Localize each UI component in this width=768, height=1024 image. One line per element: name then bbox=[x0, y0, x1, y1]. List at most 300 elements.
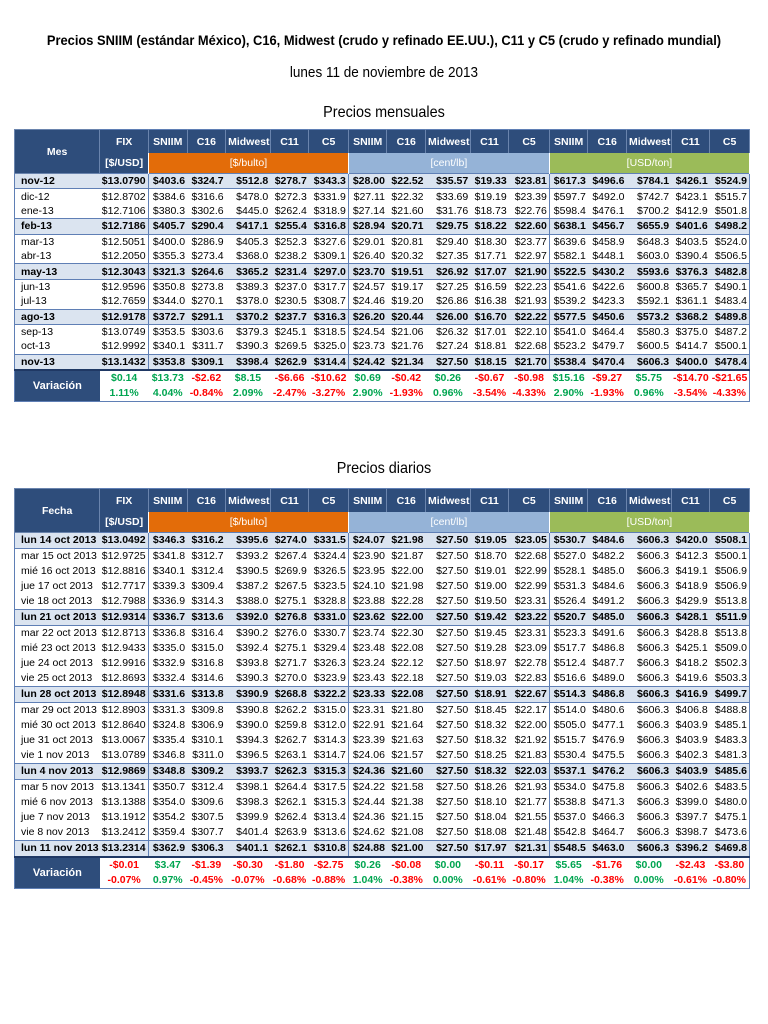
table-cell: $12.7186 bbox=[100, 219, 149, 234]
table-cell: $420.0 bbox=[671, 533, 710, 549]
monthly-header-row bbox=[15, 130, 750, 154]
table-cell: $524.0 bbox=[714, 235, 747, 248]
table-cell: $19.28 bbox=[474, 642, 507, 655]
table-cell: $262.1 bbox=[270, 841, 309, 858]
table-cell: $24.22 bbox=[348, 780, 387, 796]
table-cell: $485.6 bbox=[710, 764, 750, 780]
row-label: vie 25 oct 2013 bbox=[21, 672, 93, 685]
table-cell: $21.70 bbox=[509, 354, 550, 370]
table-cell: $262.4 bbox=[274, 811, 307, 824]
table-cell: $263.9 bbox=[274, 826, 307, 839]
table-cell: $290.4 bbox=[187, 219, 226, 234]
table-cell: $387.2 bbox=[236, 580, 269, 593]
table-cell: $303.6 bbox=[191, 326, 224, 339]
table-cell: $606.3 bbox=[637, 627, 670, 640]
table-cell: $12.9596 bbox=[101, 280, 146, 293]
table-cell: $514.0 bbox=[549, 703, 588, 719]
table-cell: $27.25 bbox=[436, 280, 469, 293]
column-header: C11 bbox=[270, 489, 309, 513]
table-cell: $331.0 bbox=[309, 610, 349, 626]
table-cell: $538.4 bbox=[549, 354, 588, 370]
table-cell: $27.50 bbox=[436, 642, 469, 655]
table-cell: $19.00 bbox=[474, 580, 507, 593]
table-cell: $390.5 bbox=[236, 565, 269, 578]
table-cell: $477.1 bbox=[592, 719, 625, 732]
table-cell: $398.4 bbox=[226, 354, 271, 370]
table-cell: $19.33 bbox=[470, 174, 509, 189]
table-cell: $12.8693 bbox=[101, 672, 146, 685]
variation-abs-cell: -$2.75 bbox=[309, 857, 349, 873]
table-row bbox=[15, 780, 750, 796]
table-cell: $24.62 bbox=[348, 825, 387, 841]
table-cell: $19.45 bbox=[474, 627, 507, 640]
table-cell: $23.31 bbox=[514, 627, 547, 640]
table-cell: $393.2 bbox=[236, 550, 269, 563]
table-cell: $310.8 bbox=[309, 841, 349, 858]
column-header: FIX bbox=[100, 489, 149, 513]
table-cell: $331.6 bbox=[148, 687, 187, 703]
variation-abs-cell: $5.75 bbox=[626, 370, 671, 386]
table-cell: $272.3 bbox=[274, 190, 307, 203]
table-row bbox=[15, 174, 750, 189]
variation-pct-cell: 0.96% bbox=[633, 387, 664, 400]
table-cell: $21.63 bbox=[391, 734, 424, 747]
table-cell: $230.5 bbox=[274, 295, 307, 308]
table-cell: $17.71 bbox=[474, 250, 507, 263]
table-cell: $483.3 bbox=[714, 734, 747, 747]
table-cell: $313.6 bbox=[313, 826, 346, 839]
variation-pct-cell: 2.90% bbox=[553, 387, 584, 400]
table-cell: $22.28 bbox=[391, 595, 424, 608]
daily-header-row bbox=[15, 489, 750, 513]
table-cell: $394.3 bbox=[236, 734, 269, 747]
table-cell: $22.78 bbox=[514, 657, 547, 670]
row-label: mié 6 nov 2013 bbox=[21, 796, 93, 809]
table-cell: $406.8 bbox=[675, 704, 708, 717]
table-cell: $21.87 bbox=[391, 550, 424, 563]
table-cell: $606.3 bbox=[637, 672, 670, 685]
row-label: jue 17 oct 2013 bbox=[21, 580, 93, 593]
table-cell: $12.8713 bbox=[101, 627, 146, 640]
table-cell: $259.8 bbox=[274, 719, 307, 732]
variation-abs-cell: $5.65 bbox=[549, 857, 588, 873]
table-cell: $606.3 bbox=[626, 687, 671, 703]
table-cell: $27.50 bbox=[436, 704, 469, 717]
table-cell: $389.3 bbox=[236, 280, 269, 293]
table-cell: $331.3 bbox=[148, 703, 187, 719]
variation-pct-cell: -1.93% bbox=[389, 387, 423, 400]
table-cell: $231.4 bbox=[270, 264, 309, 279]
table-cell: $24.10 bbox=[348, 579, 387, 594]
table-cell: $390.2 bbox=[236, 627, 269, 640]
table-row bbox=[15, 354, 750, 370]
table-cell: $600.8 bbox=[637, 280, 670, 293]
table-cell: $27.50 bbox=[436, 781, 469, 794]
table-cell: $784.1 bbox=[626, 174, 671, 189]
table-cell: $269.9 bbox=[274, 565, 307, 578]
table-cell: $475.1 bbox=[714, 811, 747, 824]
column-header: SNIIM bbox=[348, 130, 387, 154]
row-label: lun 28 oct 2013 bbox=[15, 687, 100, 703]
table-cell: $418.9 bbox=[675, 580, 708, 593]
table-row bbox=[15, 564, 750, 579]
variation-pct-cell: 0.00% bbox=[633, 874, 664, 886]
table-cell: $393.7 bbox=[226, 764, 271, 780]
table-cell: $524.9 bbox=[710, 174, 750, 189]
table-row bbox=[15, 718, 750, 733]
table-cell: $401.1 bbox=[226, 841, 271, 858]
table-cell: $27.50 bbox=[426, 610, 471, 626]
table-cell: $12.9314 bbox=[100, 610, 149, 626]
table-cell: $350.8 bbox=[148, 279, 187, 294]
table-cell: $27.50 bbox=[436, 595, 469, 608]
table-cell: $606.3 bbox=[637, 580, 670, 593]
table-cell: $742.7 bbox=[637, 190, 670, 203]
table-row bbox=[15, 324, 750, 339]
table-cell: $418.2 bbox=[675, 657, 708, 670]
table-cell: $19.50 bbox=[474, 595, 507, 608]
table-cell: $22.97 bbox=[514, 250, 547, 263]
table-cell: $27.50 bbox=[436, 580, 469, 593]
daily-rows bbox=[15, 533, 750, 858]
variation-abs-cell: -$14.70 bbox=[673, 372, 709, 385]
table-cell: $33.69 bbox=[436, 190, 469, 203]
table-cell: $593.6 bbox=[626, 264, 671, 279]
table-cell: $512.4 bbox=[549, 656, 588, 671]
monthly-rows bbox=[15, 174, 750, 371]
variation-abs-cell: $8.15 bbox=[226, 370, 271, 386]
table-cell: $22.91 bbox=[348, 718, 387, 733]
table-cell: $397.7 bbox=[675, 811, 708, 824]
table-cell: $331.5 bbox=[309, 533, 349, 549]
row-label: jue 24 oct 2013 bbox=[21, 657, 93, 670]
table-cell: $399.9 bbox=[236, 811, 269, 824]
table-cell: $600.5 bbox=[637, 340, 670, 353]
variation-pct-cell: 0.97% bbox=[152, 874, 183, 886]
table-cell: $21.15 bbox=[391, 811, 424, 824]
variation-pct-cell: -4.33% bbox=[512, 387, 546, 400]
table-cell: $326.5 bbox=[313, 565, 346, 578]
row-label: jue 7 nov 2013 bbox=[21, 811, 90, 824]
table-cell: $22.12 bbox=[391, 657, 424, 670]
table-cell: $500.1 bbox=[714, 340, 747, 353]
table-cell: $498.2 bbox=[710, 219, 750, 234]
variation-label: Variación bbox=[15, 370, 100, 402]
table-cell: $21.83 bbox=[514, 749, 547, 762]
table-cell: $505.0 bbox=[549, 718, 588, 733]
table-row bbox=[15, 279, 750, 294]
table-cell: $405.7 bbox=[148, 219, 187, 234]
unit-label: [$/USD] bbox=[100, 153, 149, 174]
table-cell: $526.4 bbox=[549, 594, 588, 610]
variation-pct-cell: 1.11% bbox=[109, 387, 139, 400]
table-cell: $606.3 bbox=[626, 764, 671, 780]
table-cell: $314.7 bbox=[313, 749, 346, 762]
table-cell: $396.2 bbox=[671, 841, 710, 858]
unit-label: [$/bulto] bbox=[148, 153, 348, 174]
table-cell: $21.92 bbox=[514, 734, 547, 747]
variation-pct-cell: 2.09% bbox=[233, 387, 263, 400]
table-cell: $312.7 bbox=[191, 550, 224, 563]
table-cell: $237.0 bbox=[274, 280, 307, 293]
table-cell: $419.1 bbox=[675, 565, 708, 578]
column-header: C11 bbox=[270, 130, 309, 154]
table-cell: $486.8 bbox=[592, 642, 625, 655]
table-cell: $21.57 bbox=[391, 749, 424, 762]
table-cell: $273.4 bbox=[191, 250, 224, 263]
row-label: mar 29 oct 2013 bbox=[21, 704, 97, 717]
table-row bbox=[15, 579, 750, 594]
table-cell: $16.70 bbox=[470, 309, 509, 324]
table-cell: $22.03 bbox=[509, 764, 550, 780]
variation-abs-cell: $0.14 bbox=[100, 370, 149, 386]
table-cell: $27.50 bbox=[426, 841, 471, 858]
table-cell: $403.9 bbox=[675, 734, 708, 747]
table-row bbox=[15, 764, 750, 780]
variation-abs-cell: -$2.62 bbox=[187, 370, 226, 386]
table-cell: $487.2 bbox=[714, 326, 747, 339]
table-cell: $21.08 bbox=[391, 826, 424, 839]
table-cell: $523.3 bbox=[549, 626, 588, 642]
table-cell: $395.6 bbox=[226, 533, 271, 549]
table-row bbox=[15, 249, 750, 264]
column-header: SNIIM bbox=[148, 489, 187, 513]
variation-pct-cell: 0.96% bbox=[432, 387, 463, 400]
variation-abs-cell: $0.26 bbox=[348, 857, 387, 873]
table-cell: $23.22 bbox=[509, 610, 550, 626]
table-cell: $22.00 bbox=[387, 610, 426, 626]
table-cell: $27.50 bbox=[436, 627, 469, 640]
table-cell: $18.26 bbox=[474, 781, 507, 794]
table-cell: $21.38 bbox=[391, 796, 424, 809]
table-cell: $484.6 bbox=[588, 533, 627, 549]
table-cell: $21.60 bbox=[387, 764, 426, 780]
table-cell: $490.1 bbox=[714, 280, 747, 293]
table-cell: $346.3 bbox=[148, 533, 187, 549]
table-cell: $22.99 bbox=[514, 565, 547, 578]
table-cell: $27.50 bbox=[436, 550, 469, 563]
table-cell: $582.1 bbox=[549, 249, 588, 264]
table-cell: $278.7 bbox=[270, 174, 309, 189]
table-cell: $508.1 bbox=[710, 533, 750, 549]
table-cell: $528.1 bbox=[549, 564, 588, 579]
table-cell: $340.1 bbox=[148, 339, 187, 354]
table-cell: $20.32 bbox=[391, 250, 424, 263]
table-cell: $339.3 bbox=[148, 579, 187, 594]
variation-abs-cell: -$1.80 bbox=[270, 857, 309, 873]
table-cell: $273.8 bbox=[191, 280, 224, 293]
table-cell: $606.3 bbox=[626, 533, 671, 549]
table-cell: $23.43 bbox=[348, 671, 387, 687]
column-header: C16 bbox=[387, 489, 426, 513]
column-header: SNIIM bbox=[549, 489, 588, 513]
table-cell: $20.44 bbox=[387, 309, 426, 324]
table-cell: $353.8 bbox=[148, 354, 187, 370]
table-cell: $399.0 bbox=[675, 796, 708, 809]
table-cell: $35.57 bbox=[426, 174, 471, 189]
table-cell: $22.30 bbox=[391, 627, 424, 640]
table-cell: $542.8 bbox=[549, 825, 588, 841]
table-cell: $22.22 bbox=[509, 309, 550, 324]
row-label: mié 16 oct 2013 bbox=[21, 565, 96, 578]
variation-pct-cell: -0.68% bbox=[272, 874, 307, 886]
table-cell: $412.3 bbox=[675, 550, 708, 563]
row-label: mié 30 oct 2013 bbox=[21, 719, 96, 732]
table-cell: $27.14 bbox=[348, 204, 387, 219]
variation-pct-cell: 1.04% bbox=[553, 874, 584, 886]
table-cell: $606.3 bbox=[637, 811, 670, 824]
table-cell: $423.3 bbox=[592, 295, 625, 308]
table-cell: $21.34 bbox=[387, 354, 426, 370]
column-header: Midwest bbox=[626, 130, 671, 154]
daily-section-title: Precios diarios bbox=[336, 460, 432, 477]
table-cell: $384.6 bbox=[148, 189, 187, 204]
table-cell: $12.8640 bbox=[101, 719, 146, 732]
table-cell: $264.4 bbox=[274, 781, 307, 794]
row-label: lun 11 nov 2013 bbox=[15, 841, 100, 858]
table-cell: $24.36 bbox=[348, 764, 387, 780]
column-header: C16 bbox=[187, 130, 226, 154]
table-cell: $403.9 bbox=[675, 719, 708, 732]
table-row bbox=[15, 219, 750, 234]
table-cell: $577.5 bbox=[549, 309, 588, 324]
table-cell: $344.0 bbox=[148, 294, 187, 309]
table-cell: $485.0 bbox=[592, 565, 625, 578]
table-cell: $463.0 bbox=[588, 841, 627, 858]
table-cell: $23.31 bbox=[348, 703, 387, 719]
table-cell: $18.04 bbox=[474, 811, 507, 824]
table-cell: $509.0 bbox=[714, 642, 747, 655]
table-cell: $12.8903 bbox=[101, 704, 146, 717]
table-cell: $328.8 bbox=[313, 595, 346, 608]
table-cell: $317.5 bbox=[313, 781, 346, 794]
table-row bbox=[15, 641, 750, 656]
table-row bbox=[15, 339, 750, 354]
table-cell: $19.17 bbox=[391, 280, 424, 293]
table-cell: $370.2 bbox=[226, 309, 271, 324]
variation-abs-cell: -$1.39 bbox=[187, 857, 226, 873]
table-row bbox=[15, 733, 750, 748]
variation-pct-cell: 0.00% bbox=[432, 874, 463, 886]
row-label: vie 8 nov 2013 bbox=[21, 826, 90, 839]
table-cell: $12.5051 bbox=[101, 235, 146, 248]
variation-pct-cell: -3.54% bbox=[472, 387, 507, 400]
table-cell: $341.8 bbox=[148, 549, 187, 565]
table-cell: $402.3 bbox=[675, 749, 708, 762]
variation-pct-cell: -0.61% bbox=[673, 874, 708, 886]
table-cell: $12.2050 bbox=[101, 250, 146, 263]
table-cell: $426.1 bbox=[671, 174, 710, 189]
table-cell: $12.9178 bbox=[100, 309, 149, 324]
table-row bbox=[15, 703, 750, 719]
table-cell: $275.1 bbox=[274, 642, 307, 655]
table-cell: $12.7659 bbox=[101, 295, 146, 308]
table-cell: $522.5 bbox=[549, 264, 588, 279]
variation-abs-cell: -$1.76 bbox=[588, 857, 627, 873]
table-cell: $22.83 bbox=[514, 672, 547, 685]
table-cell: $302.6 bbox=[191, 204, 224, 217]
table-cell: $22.00 bbox=[514, 719, 547, 732]
table-cell: $520.7 bbox=[549, 610, 588, 626]
table-cell: $22.68 bbox=[514, 340, 547, 353]
table-cell: $478.4 bbox=[710, 354, 750, 370]
table-cell: $21.58 bbox=[391, 781, 424, 794]
table-cell: $523.2 bbox=[549, 339, 588, 354]
row-label: mar 5 nov 2013 bbox=[21, 781, 94, 794]
variation-abs-cell: -$21.65 bbox=[710, 370, 750, 386]
table-cell: $27.50 bbox=[436, 826, 469, 839]
variation-pct-cell: -0.45% bbox=[189, 874, 223, 886]
table-cell: $22.08 bbox=[391, 642, 424, 655]
table-cell: $22.17 bbox=[514, 704, 547, 717]
table-cell: $12.7106 bbox=[101, 204, 146, 217]
table-row bbox=[15, 294, 750, 309]
table-cell: $19.05 bbox=[470, 533, 509, 549]
table-cell: $315.3 bbox=[309, 764, 349, 780]
table-row bbox=[15, 309, 750, 324]
table-cell: $488.8 bbox=[714, 704, 747, 717]
table-cell: $20.81 bbox=[391, 235, 424, 248]
table-cell: $313.4 bbox=[313, 811, 346, 824]
unit-label: [cent/lb] bbox=[348, 153, 549, 174]
table-cell: $12.9725 bbox=[101, 550, 146, 563]
table-cell: $606.3 bbox=[637, 734, 670, 747]
table-cell: $530.4 bbox=[549, 748, 588, 764]
table-cell: $23.70 bbox=[348, 264, 387, 279]
variation-abs-cell: -$0.17 bbox=[509, 857, 550, 873]
table-cell: $26.92 bbox=[426, 264, 471, 279]
table-cell: $492.0 bbox=[592, 190, 625, 203]
table-cell: $28.94 bbox=[348, 219, 387, 234]
table-cell: $491.2 bbox=[592, 595, 625, 608]
table-cell: $12.7988 bbox=[101, 595, 146, 608]
table-cell: $22.08 bbox=[387, 687, 426, 703]
table-cell: $316.4 bbox=[191, 627, 224, 640]
table-cell: $400.0 bbox=[671, 354, 710, 370]
table-cell: $315.0 bbox=[313, 704, 346, 717]
table-cell: $27.50 bbox=[436, 749, 469, 762]
table-cell: $19.01 bbox=[474, 565, 507, 578]
table-cell: $27.50 bbox=[436, 719, 469, 732]
table-cell: $388.0 bbox=[236, 595, 269, 608]
table-cell: $316.6 bbox=[191, 190, 224, 203]
row-label: nov-13 bbox=[15, 354, 100, 370]
table-cell: $309.1 bbox=[187, 354, 226, 370]
row-label: mar 15 oct 2013 bbox=[21, 550, 97, 563]
table-cell: $425.1 bbox=[675, 642, 708, 655]
table-cell: $606.3 bbox=[637, 781, 670, 794]
table-cell: $340.1 bbox=[148, 564, 187, 579]
table-cell: $380.3 bbox=[148, 204, 187, 219]
table-cell: $264.6 bbox=[187, 264, 226, 279]
table-cell: $12.7717 bbox=[101, 580, 146, 593]
daily-prices-table bbox=[14, 488, 750, 889]
table-cell: $275.1 bbox=[274, 595, 307, 608]
table-cell: $475.5 bbox=[592, 749, 625, 762]
table-cell: $405.3 bbox=[236, 235, 269, 248]
table-cell: $18.22 bbox=[470, 219, 509, 234]
table-cell: $21.93 bbox=[514, 295, 547, 308]
monthly-prices-table bbox=[14, 129, 750, 402]
table-cell: $471.3 bbox=[592, 796, 625, 809]
table-cell: $21.76 bbox=[391, 340, 424, 353]
table-cell: $346.8 bbox=[148, 748, 187, 764]
table-cell: $297.0 bbox=[309, 264, 349, 279]
table-cell: $429.9 bbox=[675, 595, 708, 608]
table-cell: $276.0 bbox=[274, 627, 307, 640]
table-cell: $312.0 bbox=[313, 719, 346, 732]
table-cell: $291.1 bbox=[187, 309, 226, 324]
